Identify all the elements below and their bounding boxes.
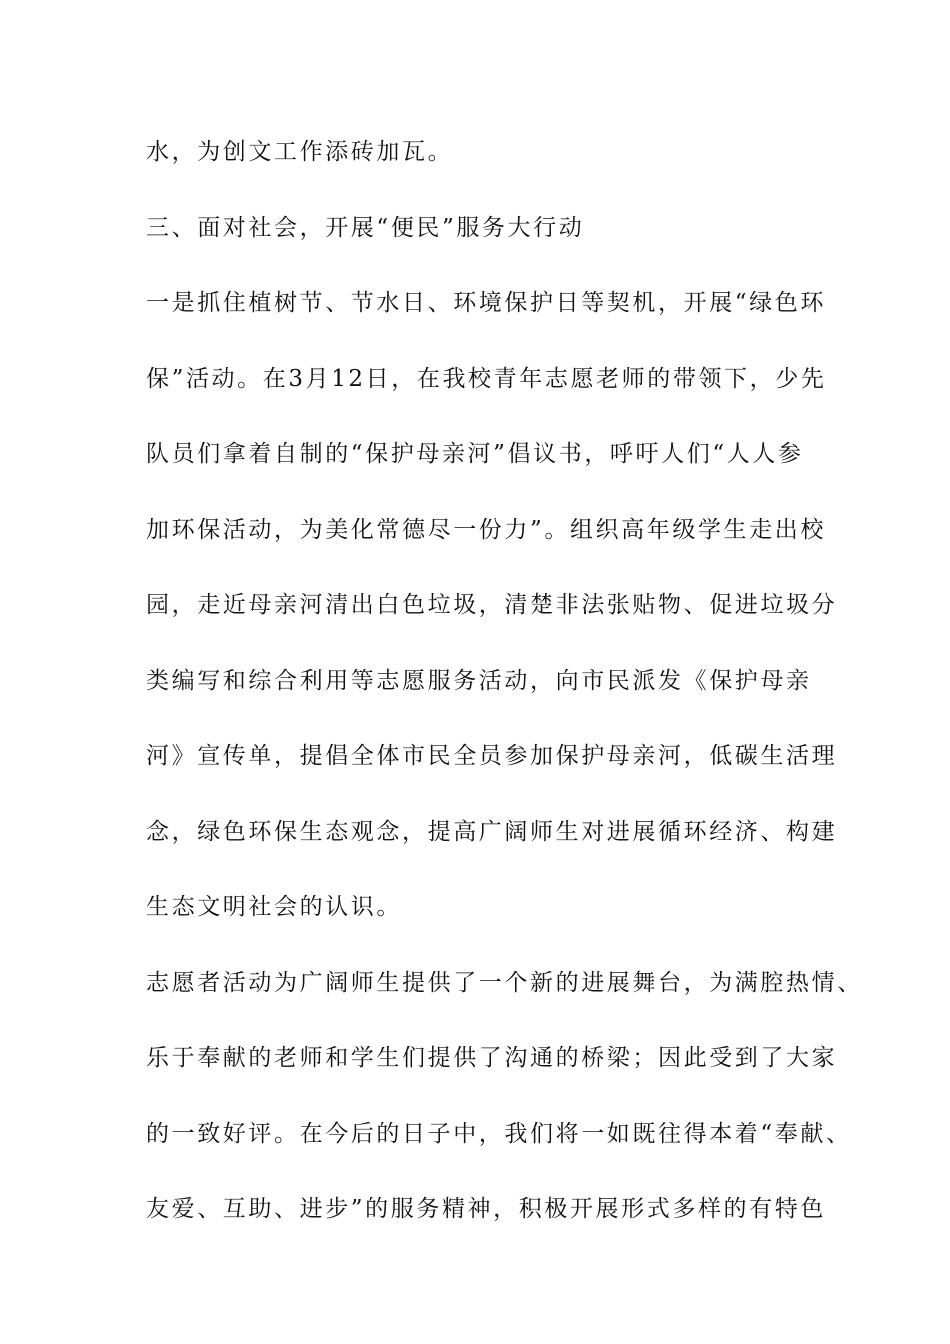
body-text <box>146 129 863 1262</box>
text-line: 乐于奉献的老师和学生们提供了沟通的桥梁；因此受到了大家 <box>146 1045 838 1071</box>
text-line: 河》宣传单，提倡全体市民全员参加保护母亲河，低碳生活理 <box>146 743 838 769</box>
text-line: 志愿者活动为广阔师生提供了一个新的进展舞台，为满腔热情、 <box>146 969 863 996</box>
text-line: 的一致好评。在今后的日子中，我们将一如既往得本着“奉献、 <box>146 1120 852 1147</box>
text-line: 类编写和综合利用等志愿服务活动，向市民派发《保护母亲 <box>146 667 812 694</box>
text-line: 水，为创文工作添砖加瓦。 <box>146 139 454 165</box>
section-heading: 三、面对社会，开展“便民”服务大行动 <box>146 214 585 241</box>
text-line: 友爱、互助、进步”的服务精神，积极开展形式多样的有特色 <box>146 1196 826 1222</box>
text-line: 保”活动。在3月12日，在我校青年志愿老师的带领下，少先 <box>146 365 827 392</box>
text-line: 一是抓住植树节、节水日、环境保护日等契机，开展“绿色环 <box>146 290 826 316</box>
text-line: 队员们拿着自制的“保护母亲河”倡议书，呼吁人们“人人参 <box>146 441 804 467</box>
text-line: 园，走近母亲河清出白色垃圾，清楚非法张贴物、促进垃圾分 <box>146 592 838 618</box>
text-line: 生态文明社会的认识。 <box>146 894 402 920</box>
text-line: 加环保活动，为美化常德尽一份力”。组织高年级学生走出校 <box>146 516 826 543</box>
text-line: 念，绿色环保生态观念，提高广阔师生对进展循环经济、构建 <box>146 818 838 845</box>
